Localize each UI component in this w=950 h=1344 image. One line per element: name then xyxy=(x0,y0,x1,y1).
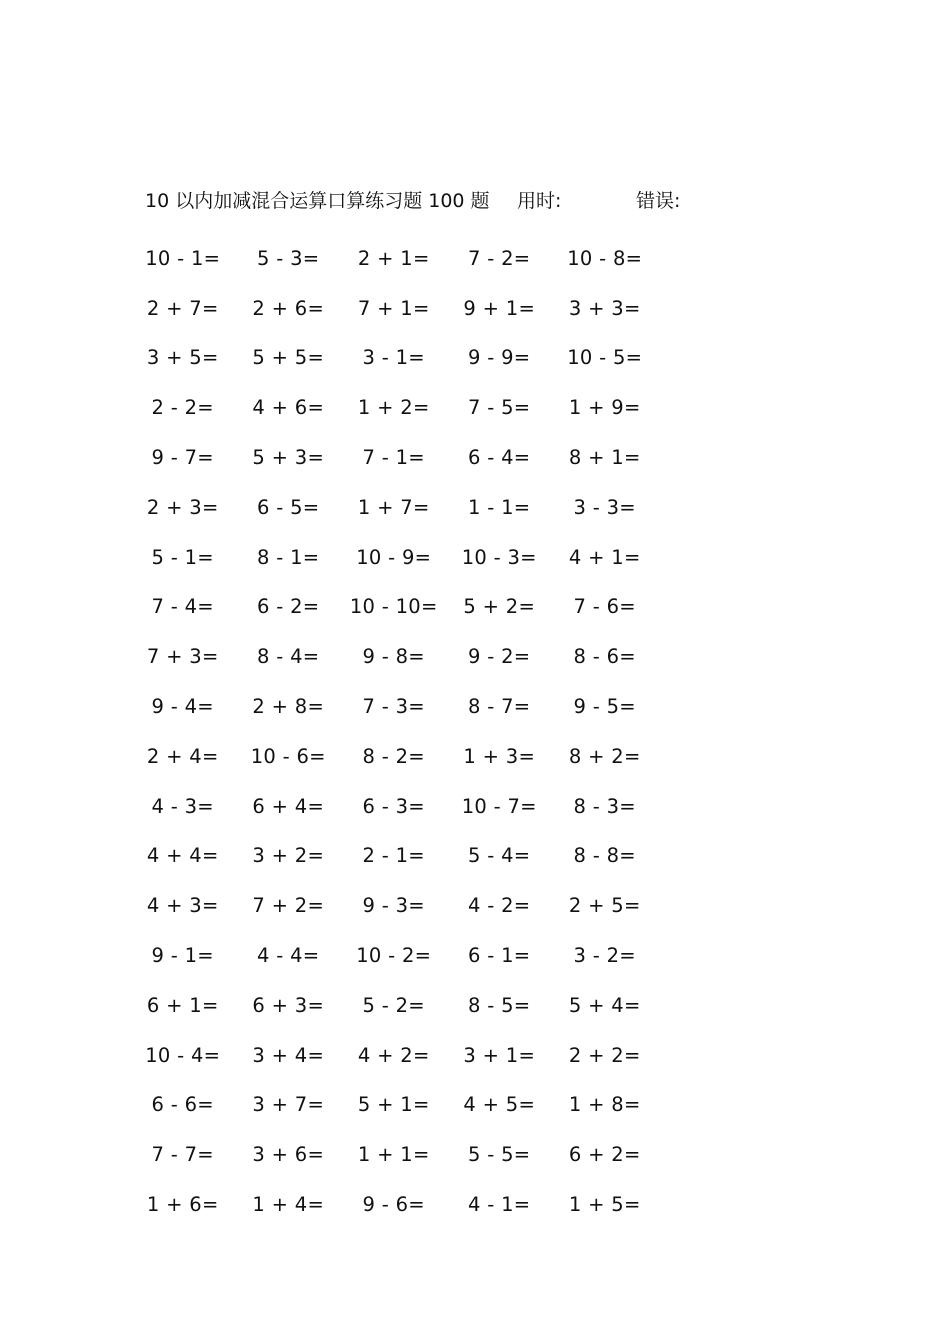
arithmetic-problem: 4 + 5= xyxy=(463,1093,536,1117)
problem-row xyxy=(130,981,660,1031)
arithmetic-problem: 2 + 8= xyxy=(252,695,325,719)
arithmetic-problem: 2 + 7= xyxy=(146,296,219,320)
problem-row xyxy=(130,632,660,682)
arithmetic-problem: 3 + 4= xyxy=(252,1043,325,1067)
arithmetic-problem: 3 + 6= xyxy=(252,1143,325,1167)
arithmetic-problem: 1 + 7= xyxy=(357,495,430,519)
worksheet-title: 10 以内加减混合运算口算练习题 100 题 xyxy=(145,190,490,212)
arithmetic-problem: 2 + 5= xyxy=(568,894,641,918)
arithmetic-problem: 10 - 10= xyxy=(349,595,438,619)
problem-row xyxy=(130,334,660,384)
arithmetic-problem: 9 - 8= xyxy=(362,645,425,669)
problem-row xyxy=(130,533,660,583)
arithmetic-problem: 8 + 2= xyxy=(568,744,641,768)
arithmetic-problem: 3 + 1= xyxy=(463,1043,536,1067)
arithmetic-problem: 10 - 5= xyxy=(567,346,643,370)
problem-row xyxy=(130,383,660,433)
arithmetic-problem: 6 - 1= xyxy=(468,944,531,968)
arithmetic-problem: 3 - 2= xyxy=(573,944,636,968)
arithmetic-problem: 8 - 7= xyxy=(468,695,531,719)
problem-row xyxy=(130,682,660,732)
arithmetic-problem: 1 + 1= xyxy=(357,1143,430,1167)
arithmetic-problem: 7 - 6= xyxy=(573,595,636,619)
arithmetic-problem: 1 + 8= xyxy=(568,1093,641,1117)
arithmetic-problem: 5 + 4= xyxy=(568,993,641,1017)
arithmetic-problem: 8 - 1= xyxy=(257,545,320,569)
arithmetic-problem: 6 + 1= xyxy=(146,993,219,1017)
arithmetic-problem: 5 + 2= xyxy=(463,595,536,619)
arithmetic-problem: 5 - 3= xyxy=(257,246,320,270)
arithmetic-problem: 5 - 1= xyxy=(151,545,214,569)
arithmetic-problem: 5 + 3= xyxy=(252,446,325,470)
arithmetic-problem: 6 + 4= xyxy=(252,794,325,818)
arithmetic-problem: 4 - 2= xyxy=(468,894,531,918)
arithmetic-problem: 4 - 3= xyxy=(151,794,214,818)
arithmetic-problem: 7 + 3= xyxy=(146,645,219,669)
arithmetic-problem: 7 - 5= xyxy=(468,396,531,420)
problem-grid xyxy=(130,234,660,1230)
arithmetic-problem: 4 - 1= xyxy=(468,1193,531,1217)
arithmetic-problem: 8 - 6= xyxy=(573,645,636,669)
arithmetic-problem: 7 + 2= xyxy=(252,894,325,918)
problem-row xyxy=(130,832,660,882)
arithmetic-problem: 4 + 4= xyxy=(146,844,219,868)
problem-row xyxy=(130,931,660,981)
arithmetic-problem: 5 + 1= xyxy=(357,1093,430,1117)
arithmetic-problem: 4 + 3= xyxy=(146,894,219,918)
arithmetic-problem: 10 - 4= xyxy=(145,1043,221,1067)
arithmetic-problem: 7 - 7= xyxy=(151,1143,214,1167)
arithmetic-problem: 10 - 2= xyxy=(356,944,432,968)
arithmetic-problem: 6 - 4= xyxy=(468,446,531,470)
arithmetic-problem: 8 - 5= xyxy=(468,993,531,1017)
arithmetic-problem: 10 - 3= xyxy=(461,545,537,569)
arithmetic-problem: 8 + 1= xyxy=(568,446,641,470)
arithmetic-problem: 1 + 9= xyxy=(568,396,641,420)
arithmetic-problem: 6 - 6= xyxy=(151,1093,214,1117)
arithmetic-problem: 6 - 3= xyxy=(362,794,425,818)
arithmetic-problem: 3 + 5= xyxy=(146,346,219,370)
arithmetic-problem: 5 - 5= xyxy=(468,1143,531,1167)
problem-row xyxy=(130,732,660,782)
arithmetic-problem: 1 - 1= xyxy=(468,495,531,519)
problem-row xyxy=(130,483,660,533)
arithmetic-problem: 9 + 1= xyxy=(463,296,536,320)
problem-row xyxy=(130,583,660,633)
arithmetic-problem: 9 - 4= xyxy=(151,695,214,719)
arithmetic-problem: 7 - 3= xyxy=(362,695,425,719)
arithmetic-problem: 10 - 7= xyxy=(461,794,537,818)
arithmetic-problem: 10 - 6= xyxy=(250,744,326,768)
arithmetic-problem: 2 + 3= xyxy=(146,495,219,519)
problem-row xyxy=(130,1180,660,1230)
arithmetic-problem: 6 + 3= xyxy=(252,993,325,1017)
arithmetic-problem: 7 - 1= xyxy=(362,446,425,470)
arithmetic-problem: 7 - 4= xyxy=(151,595,214,619)
arithmetic-problem: 3 + 3= xyxy=(568,296,641,320)
problem-row xyxy=(130,1130,660,1180)
arithmetic-problem: 2 + 1= xyxy=(357,246,430,270)
arithmetic-problem: 9 - 3= xyxy=(362,894,425,918)
arithmetic-problem: 9 - 1= xyxy=(151,944,214,968)
arithmetic-problem: 1 + 6= xyxy=(146,1193,219,1217)
problem-row xyxy=(130,782,660,832)
arithmetic-problem: 5 - 4= xyxy=(468,844,531,868)
arithmetic-problem: 10 - 1= xyxy=(145,246,221,270)
problem-row xyxy=(130,284,660,334)
arithmetic-problem: 9 - 6= xyxy=(362,1193,425,1217)
arithmetic-problem: 2 - 1= xyxy=(362,844,425,868)
arithmetic-problem: 1 + 4= xyxy=(252,1193,325,1217)
arithmetic-problem: 2 + 6= xyxy=(252,296,325,320)
arithmetic-problem: 6 + 2= xyxy=(568,1143,641,1167)
arithmetic-problem: 3 + 2= xyxy=(252,844,325,868)
arithmetic-problem: 4 + 2= xyxy=(357,1043,430,1067)
arithmetic-problem: 2 + 2= xyxy=(568,1043,641,1067)
arithmetic-problem: 9 - 2= xyxy=(468,645,531,669)
arithmetic-problem: 1 + 5= xyxy=(568,1193,641,1217)
arithmetic-problem: 4 - 4= xyxy=(257,944,320,968)
arithmetic-problem: 7 + 1= xyxy=(357,296,430,320)
arithmetic-problem: 8 - 4= xyxy=(257,645,320,669)
problem-row xyxy=(130,881,660,931)
arithmetic-problem: 2 - 2= xyxy=(151,396,214,420)
arithmetic-problem: 3 - 3= xyxy=(573,495,636,519)
arithmetic-problem: 9 - 9= xyxy=(468,346,531,370)
arithmetic-problem: 10 - 8= xyxy=(567,246,643,270)
time-used-label: 用时: xyxy=(517,190,562,212)
arithmetic-problem: 5 - 2= xyxy=(362,993,425,1017)
arithmetic-problem: 1 + 2= xyxy=(357,396,430,420)
arithmetic-problem: 8 - 8= xyxy=(573,844,636,868)
problem-row xyxy=(130,1031,660,1081)
problem-row xyxy=(130,1081,660,1131)
arithmetic-problem: 3 + 7= xyxy=(252,1093,325,1117)
arithmetic-problem: 3 - 1= xyxy=(362,346,425,370)
problem-row xyxy=(130,433,660,483)
arithmetic-problem: 9 - 7= xyxy=(151,446,214,470)
arithmetic-problem: 9 - 5= xyxy=(573,695,636,719)
arithmetic-problem: 8 - 2= xyxy=(362,744,425,768)
errors-label: 错误: xyxy=(636,190,681,212)
arithmetic-problem: 4 + 1= xyxy=(568,545,641,569)
arithmetic-problem: 4 + 6= xyxy=(252,396,325,420)
arithmetic-problem: 5 + 5= xyxy=(252,346,325,370)
arithmetic-problem: 8 - 3= xyxy=(573,794,636,818)
arithmetic-problem: 2 + 4= xyxy=(146,744,219,768)
arithmetic-problem: 6 - 5= xyxy=(257,495,320,519)
arithmetic-problem: 1 + 3= xyxy=(463,744,536,768)
arithmetic-problem: 10 - 9= xyxy=(356,545,432,569)
arithmetic-problem: 7 - 2= xyxy=(468,246,531,270)
arithmetic-problem: 6 - 2= xyxy=(257,595,320,619)
problem-row xyxy=(130,234,660,284)
